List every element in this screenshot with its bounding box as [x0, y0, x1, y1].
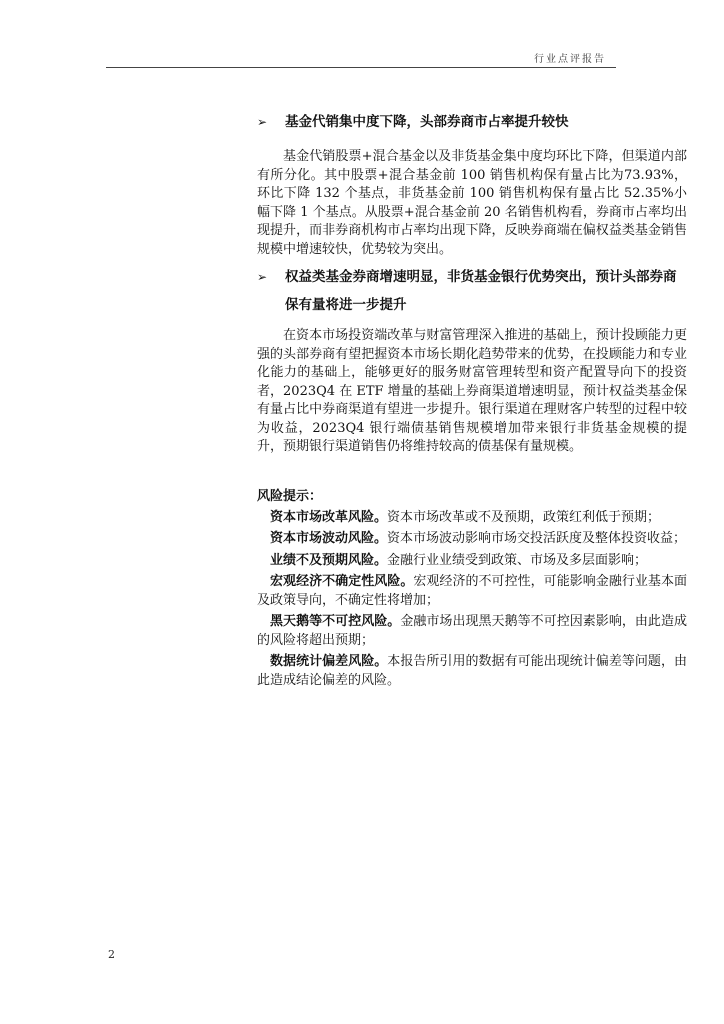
risk-item-desc: 资本市场波动影响市场交投活跃度及整体投资收益；: [387, 531, 687, 546]
risk-title: 风险提示：: [257, 488, 323, 504]
risk-item-name: 业绩不及预期风险。: [270, 552, 388, 568]
header-divider: [106, 67, 616, 68]
risk-item-name: 资本市场波动风险。: [270, 531, 388, 546]
risk-item: [257, 509, 687, 528]
page-number: 2: [108, 948, 115, 961]
section-heading-text: 基金代销集中度下降，头部券商市占率提升较快: [285, 114, 569, 130]
arrow-bullet-icon: ➢: [257, 270, 268, 284]
section-paragraph-fund-distribution: 基金代销股票+混合基金以及非货基金集中度均环比下降，但渠道内部有所分化。其中股票+混合基金前 100 销售机构保有量占比为73.93%，环比下降 132 个基点，非货基金前 100 销售机构保有量占比 52.35%小幅下降 1 个基点。从股票+混合基金前 20 名销售机构看，券商市占率均出现提升，而非券商机构市占率均出现下降，反映券商端在偏权益类基金销售规模中增速较快，优势较为突出。: [257, 149, 687, 257]
risk-item: [257, 530, 687, 549]
section-paragraph-broker-growth: 在资本市场投资端改革与财富管理深入推进的基础上，预计投顾能力更强的头部券商有望把握资本市场长期化趋势带来的优势，在投顾能力和专业化能力的基础上，能够更好的服务财富管理转型和资产配置导向下的投资者，2023Q4 在 ETF 增量的基础上券商渠道增速明显，预计权益类基金保有量占比中券商渠道有望进一步提升。银行渠道在理财客户转型的过程中较为收益，2023Q4 银行端债基销售规模增加带来银行非货基金规模的提升，预期银行渠道销售仍将维持较高的债基保有量规模。: [257, 328, 687, 454]
risk-item-name: 数据统计偏差风险。: [270, 654, 388, 669]
risk-item-name: 宏观经济不确定性风险。: [270, 574, 414, 589]
report-type-label: 行业点评报告: [534, 54, 606, 65]
arrow-bullet-icon: ➢: [257, 115, 268, 129]
section-heading-fund-distribution: [257, 108, 687, 136]
section-heading-text: 权益类基金券商增速明显，非货基金银行优势突出，预计头部券商保有量将进一步提升: [285, 269, 677, 313]
risk-item: [257, 573, 687, 610]
risk-item: [257, 653, 687, 690]
risk-item-desc: 本报告所引用的数据有可能出现统计偏差等问题，由此造成结论偏差的风险。: [257, 654, 687, 688]
risk-item: [257, 613, 687, 650]
section-heading-broker-growth: [257, 263, 687, 319]
risk-item-name: 黑天鹅等不可控风险。: [270, 614, 401, 629]
risk-item-name: 资本市场改革风险。: [270, 509, 388, 525]
risk-item-desc: 宏观经济的不可控性，可能影响金融行业基本面及政策导向，不确定性将增加；: [257, 574, 687, 608]
report-body: [257, 108, 687, 693]
risk-item: [257, 552, 687, 571]
risk-item-desc: 资本市场改革或不及预期，政策红利低于预期；: [387, 509, 661, 525]
risk-item-desc: 金融行业业绩受到政策、市场及多层面影响；: [387, 552, 648, 568]
risk-item-desc: 金融市场出现黑天鹅等不可控因素影响，由此造成的风险将超出预期；: [257, 614, 687, 648]
